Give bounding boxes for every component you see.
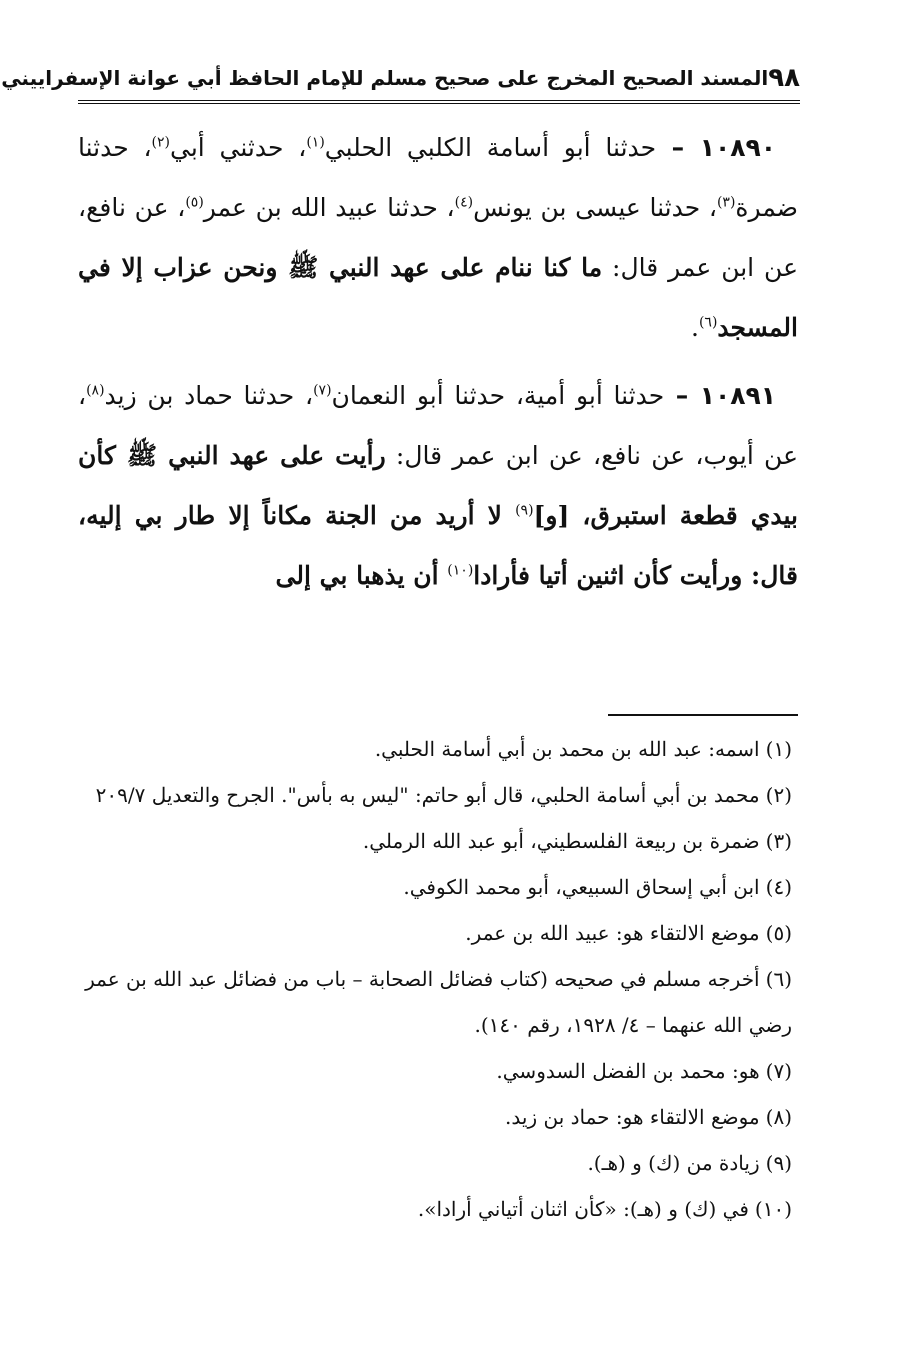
footnote xyxy=(78,864,798,910)
footnote-divider xyxy=(608,714,798,716)
footnote-ref: (٩) xyxy=(515,502,534,519)
isnad-text: ، حدثنا حماد بن زيد xyxy=(104,381,314,410)
footnote-text: أخرجه مسلم في صحيحه (كتاب فضائل الصحابة – باب من فضائل عبد الله بن عمر رضي الله عنهما – ٤/ ١٩٢٨، رقم ١٤٠). xyxy=(85,967,792,1037)
footnote-text: موضع الالتقاء هو: عبيد الله بن عمر. xyxy=(465,921,760,945)
footnote-ref: (٣) xyxy=(716,194,736,211)
footnote-text: موضع الالتقاء هو: حماد بن زيد. xyxy=(505,1105,760,1129)
isnad-text: ، عن نافع، عن ابن عمر قال: xyxy=(78,193,798,282)
footnote-number: (٥) xyxy=(765,921,792,945)
hadith-matn: ما كنا ننام على عهد النبي ﷺ ونحن عزاب إلا في المسجد xyxy=(78,253,798,342)
footnote xyxy=(78,1048,798,1094)
footnotes xyxy=(78,726,798,1232)
footnote-ref: (٧) xyxy=(313,382,332,399)
footnote-text: في (ك) و (هـ): «كأن اثنان أتياني أرادا». xyxy=(417,1197,749,1221)
footnote xyxy=(78,818,798,864)
isnad-text: ، حدثني أبي xyxy=(170,133,307,162)
isnad-text: ، حدثنا عبيد الله بن عمر xyxy=(203,193,455,222)
footnote-number: (٧) xyxy=(765,1059,792,1083)
footnote xyxy=(78,1094,798,1140)
isnad-text: ، حدثنا ضمرة xyxy=(78,133,798,222)
footnote-number: (١٠) xyxy=(754,1197,792,1221)
header-divider xyxy=(78,100,800,104)
footnote-number: (٤) xyxy=(765,875,792,899)
footnote-number: (٩) xyxy=(765,1151,792,1175)
running-title: المسند الصحيح المخرج على صحيح مسلم للإمام الحافظ أبي عوانة الإسفراييني xyxy=(1,66,769,90)
footnote-ref: (٥) xyxy=(185,194,204,211)
footnote-ref: (٢) xyxy=(151,134,171,151)
hadith-paragraph xyxy=(78,118,798,358)
footnote-text: زيادة من (ك) و (هـ). xyxy=(587,1151,760,1175)
page-number: ٩٨ xyxy=(768,63,800,93)
page-header xyxy=(1,58,800,98)
footnote xyxy=(78,1140,798,1186)
footnote xyxy=(78,910,798,956)
footnote-text: اسمه: عبد الله بن محمد بن أبي أسامة الحلبي. xyxy=(374,737,760,761)
footnote-number: (٦) xyxy=(765,967,792,991)
footnote-number: (٨) xyxy=(765,1105,792,1129)
isnad-text: . xyxy=(690,313,699,342)
isnad-text: حدثنا أبو أمية، حدثنا أبو النعمان xyxy=(331,381,665,410)
footnote-text: محمد بن أبي أسامة الحلبي، قال أبو حاتم: "ليس به بأس". الجرح والتعديل ٢٠٩/٧ xyxy=(95,783,760,807)
isnad-text: حدثنا أبو أسامة الكلبي الحلبي xyxy=(324,133,657,162)
footnote xyxy=(78,956,798,1048)
hadith-number: ١٠٨٩٠ – xyxy=(656,133,776,162)
footnote-text: ضمرة بن ربيعة الفلسطيني، أبو عبد الله الرملي. xyxy=(362,829,760,853)
hadith-matn: لا أريد من الجنة مكاناً إلا طار بي إليه، قال: ورأيت كأن اثنين أتيا فأرادا xyxy=(78,501,798,590)
hadith-matn: أن يذهبا بي إلى xyxy=(275,561,448,590)
footnote-text: هو: محمد بن الفضل السدوسي. xyxy=(496,1059,760,1083)
footnote-ref: (٨) xyxy=(86,382,105,399)
hadith-paragraph xyxy=(78,366,798,606)
footnote-ref: (١) xyxy=(306,134,325,151)
footnote-number: (٢) xyxy=(765,783,792,807)
isnad-text: ، حدثنا عيسى بن يونس xyxy=(473,193,717,222)
main-text xyxy=(78,118,798,614)
footnote xyxy=(78,726,798,772)
footnote-number: (١) xyxy=(765,737,792,761)
isnad-text: ، عن أيوب، عن نافع، عن ابن عمر قال: xyxy=(78,381,798,470)
hadith-matn: رأيت على عهد النبي ﷺ كأن بيدي قطعة استبرق، [و] xyxy=(78,441,798,530)
hadith-number: ١٠٨٩١ – xyxy=(664,381,776,410)
footnote xyxy=(78,772,798,818)
footnote-ref: (٤) xyxy=(454,194,474,211)
footnote-ref: (٦) xyxy=(698,314,718,331)
footnote-number: (٣) xyxy=(765,829,792,853)
footnote-text: ابن أبي إسحاق السبيعي، أبو محمد الكوفي. xyxy=(403,875,760,899)
footnote-ref: (١٠) xyxy=(447,562,474,579)
footnote xyxy=(78,1186,798,1232)
